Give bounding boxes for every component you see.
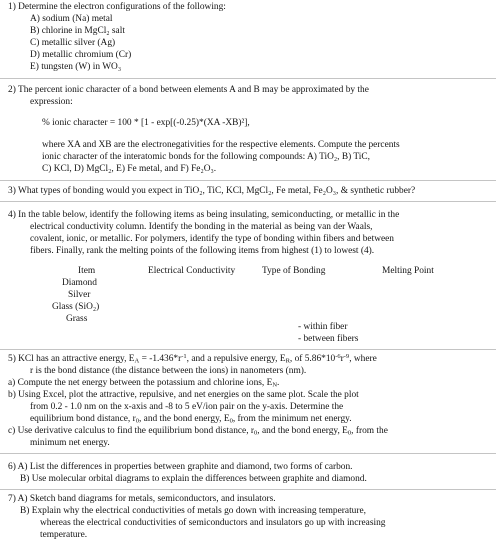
q4-line4: fibers. Finally, rank the melting points of the following items from highest (1) to lowest (4). <box>30 246 375 256</box>
q1-item-a: A) sodium (Na) metal <box>30 14 113 24</box>
table-header-melting-point: Melting Point <box>382 266 434 276</box>
q1-item-d: D) metallic chromium (Cr) <box>30 50 132 60</box>
q3-text: 3) What types of bonding would you expect in TiO₂, TiC, KCl, MgCl₂, Fe metal, Fe₂O₃, & synthetic rubber? <box>8 186 416 196</box>
q5-part-c-1: c) Use derivative calculus to find the equilibrium bond distance, $r_0$, and the bond energy, $E_0$, from the <box>8 426 388 437</box>
q2-line2: expression: <box>30 97 73 107</box>
table-header-conductivity: Electrical Conductivity <box>148 266 236 276</box>
table-header-item: Item <box>78 266 96 276</box>
q7-line1: 7) A) Sketch band diagrams for metals, semiconductors, and insulators. <box>8 494 276 504</box>
divider <box>0 201 496 202</box>
table-row-silver: Silver <box>68 290 91 300</box>
q1-item-e: E) tungsten (W) in WO₃ <box>30 62 122 72</box>
divider <box>0 180 496 181</box>
q2-line1: 2) The percent ionic character of a bond between elements A and B may be approximated by the <box>8 85 369 95</box>
q1-stem: 1) Determine the electron configurations of the following: <box>8 2 226 12</box>
divider <box>0 78 496 79</box>
grass-note-between: - between fibers <box>298 334 359 344</box>
table-header-bonding: Type of Bonding <box>262 266 326 276</box>
q5-part-b-2: from 0.2 - 1.0 nm on the x-axis and -8 to 5 eV/ion pair on the y-axis. Determine the <box>30 402 344 412</box>
q2-formula: % ionic character = 100 * [1 - exp[(-0.25)*(XA -XB)²], <box>42 118 250 128</box>
divider <box>0 489 496 490</box>
table-row-grass: Grass <box>66 314 88 324</box>
q1-item-c: C) metallic silver (Ag) <box>30 38 116 48</box>
q2-body-2: ionic character of the interatomic bonds for the following compounds: A) TiO₂, B) TiC, <box>42 152 370 162</box>
q6-line2: B) Use molecular orbital diagrams to explain the differences between graphite and diamond. <box>20 474 367 484</box>
table-row-glass: Glass (SiO₂) <box>52 302 100 312</box>
q7-line3: whereas the electrical conductivities of semiconductors and insulators go up with increasing <box>40 518 386 528</box>
table-row-diamond: Diamond <box>62 278 97 288</box>
q7-line2: B) Explain why the electrical conductivities of metals go down with increasing temperature, <box>20 506 366 516</box>
q5-part-a: a) Compute the net energy between the potassium and chlorine ions, $E_N$. <box>8 378 280 389</box>
q5-line2: r is the bond distance (the distance between the ions) in nanometers (nm). <box>30 366 307 376</box>
q4-line3: covalent, ionic, or metallic. For polymers, identify the type of bonding within fibers and between <box>30 234 394 244</box>
q2-body-1: where XA and XB are the electronegativities for the respective elements. Compute the percents <box>42 140 400 150</box>
q5-part-c-2: minimum net energy. <box>30 438 110 448</box>
divider <box>0 349 496 350</box>
divider <box>0 453 496 454</box>
q2-body-3: C) KCl, D) MgCl₂, E) Fe metal, and F) Fe₂O₃. <box>42 164 217 174</box>
q6-line1: 6) A) List the differences in properties between graphite and diamond, two forms of carbon. <box>8 462 353 472</box>
q5-part-b-3: equilibrium bond distance, $r_0$, and the bond energy, $E_0$, from the minimum net energy. <box>30 414 352 425</box>
q5-line1: 5) KCl has an attractive energy, $E_A = -1.436*r^{-1}$, and a repulsive energy, $E_R$, of $5.86*10^{-6}r^{-9}$, where <box>8 353 377 365</box>
q4-line2: electrical conductivity column. Identify the bonding in the material as being van der Waals, <box>30 222 373 232</box>
grass-note-within: - within fiber <box>298 322 348 332</box>
q7-line4: temperature. <box>40 530 88 540</box>
q1-item-b: B) chlorine in MgCl₂ salt <box>30 26 125 36</box>
q5-part-b-1: b) Using Excel, plot the attractive, repulsive, and net energies on the same plot. Scale the plot <box>8 390 359 400</box>
q4-line1: 4) In the table below, identify the following items as being insulating, semiconducting, or metallic in the <box>8 210 400 220</box>
